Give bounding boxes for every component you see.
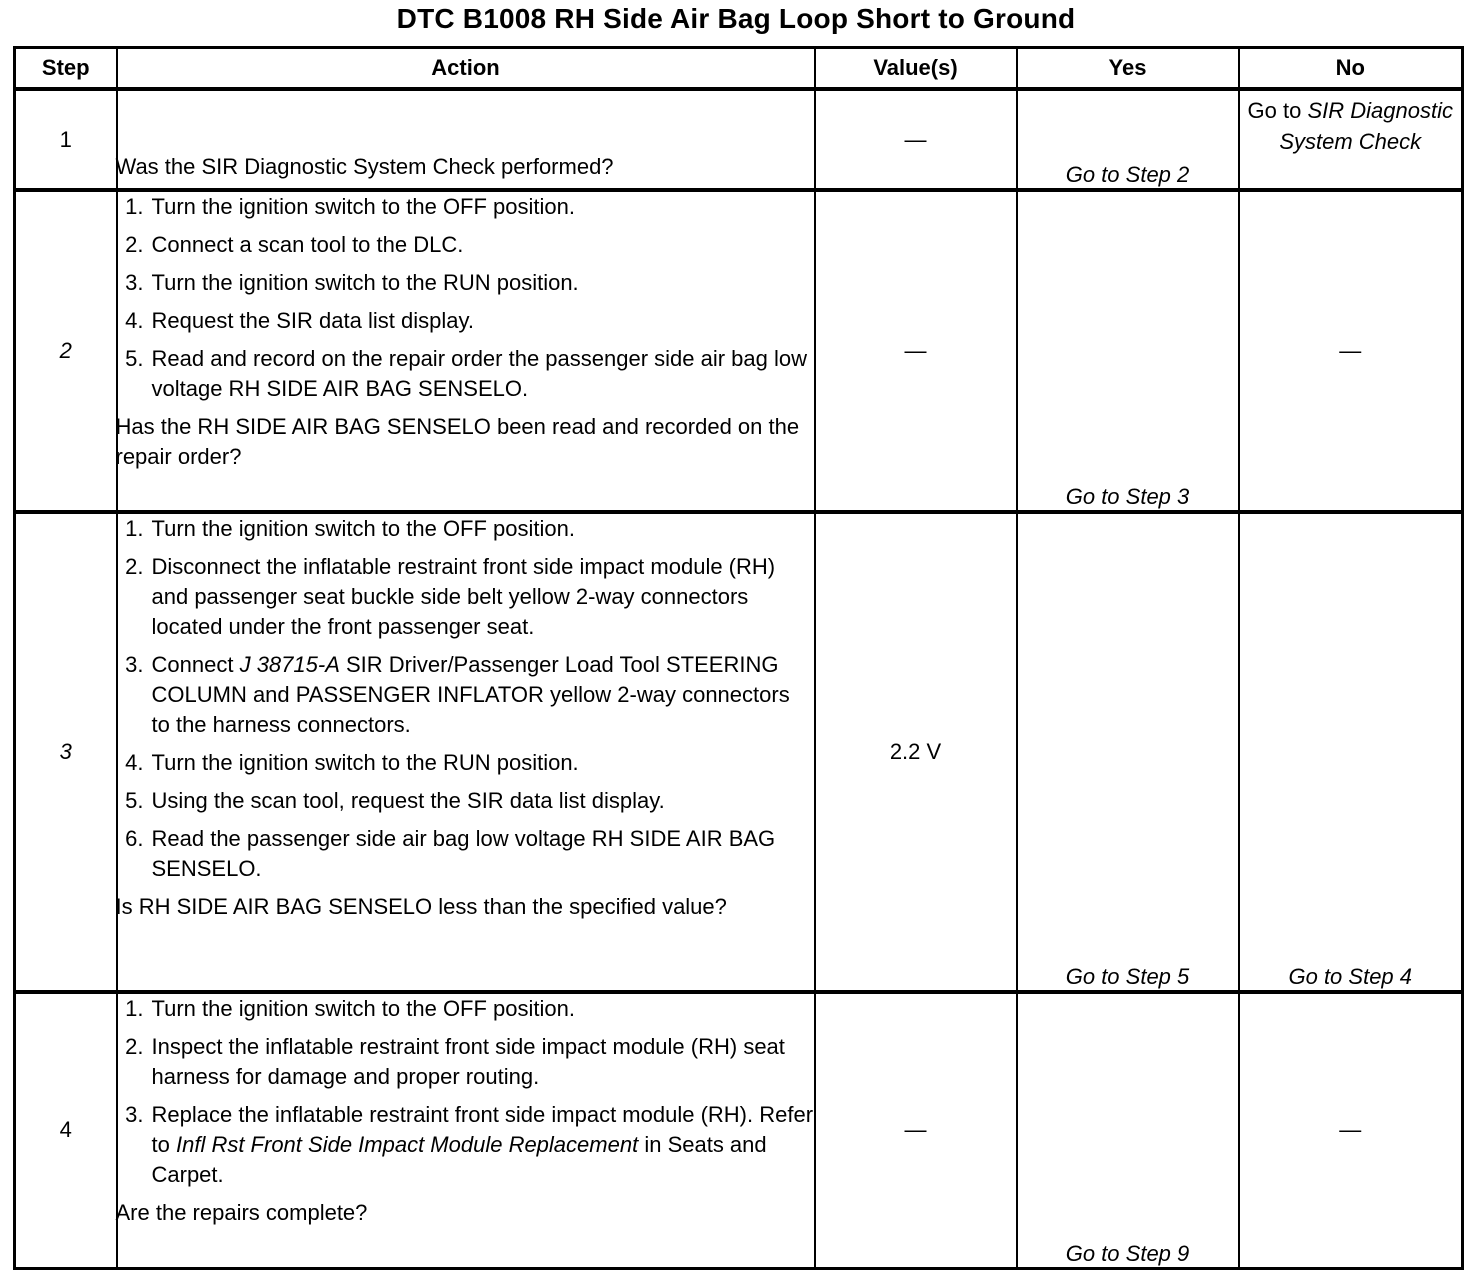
action-steps	[118, 514, 814, 884]
header-action: Action	[117, 48, 815, 90]
step-row-1	[15, 89, 1463, 190]
header-yes: Yes	[1017, 48, 1239, 90]
action-question: Is RH SIDE AIR BAG SENSELO less than the specified value?	[115, 894, 727, 919]
list-item: 1. Turn the ignition switch to the OFF position.	[125, 516, 575, 541]
action-cell	[117, 992, 815, 1268]
header-step: Step	[15, 48, 117, 90]
no-cell[interactable]: Go to Step 4	[1239, 512, 1463, 992]
action-cell	[117, 512, 815, 992]
step-number: 3	[15, 512, 117, 992]
step-number: 1	[15, 89, 117, 190]
procedure-reference[interactable]: Infl Rst Front Side Impact Module Replacement	[175, 1132, 639, 1157]
list-item: 3. Turn the ignition switch to the RUN position.	[125, 270, 579, 295]
header-no: No	[1239, 48, 1463, 90]
value-cell: —	[815, 89, 1017, 190]
list-item: 2. Disconnect the inflatable restraint front side impact module (RH) and passenger seat buckle side belt yellow 2-way connectors located under the front passenger seat.	[125, 554, 776, 639]
step-row-4	[15, 992, 1463, 1268]
action-question: Has the RH SIDE AIR BAG SENSELO been read and recorded on the repair order?	[115, 414, 800, 469]
yes-cell[interactable]: Go to Step 9	[1017, 992, 1239, 1268]
value-cell: —	[815, 992, 1017, 1268]
step-row-3	[15, 512, 1463, 992]
yes-cell[interactable]: Go to Step 3	[1017, 190, 1239, 512]
diagnostic-table	[13, 46, 1464, 1270]
list-item: 2. Inspect the inflatable restraint front side impact module (RH) seat harness for damage and proper routing.	[125, 1034, 785, 1089]
list-item: 5. Using the scan tool, request the SIR data list display.	[125, 788, 665, 813]
list-item: 4. Request the SIR data list display.	[125, 308, 474, 333]
action-steps	[118, 994, 814, 1190]
sir-system-check-link[interactable]: SIR Diagnostic System Check	[1279, 98, 1453, 154]
yes-cell[interactable]: Go to Step 5	[1017, 512, 1239, 992]
no-cell: —	[1239, 190, 1463, 512]
action-question: Was the SIR Diagnostic System Check performed?	[115, 154, 614, 179]
list-item: 4. Turn the ignition switch to the RUN position.	[125, 750, 579, 775]
value-cell: —	[815, 190, 1017, 512]
list-item: 6. Read the passenger side air bag low voltage RH SIDE AIR BAG SENSELO.	[125, 826, 776, 881]
action-cell	[117, 190, 815, 512]
action-cell	[117, 89, 815, 190]
page-title: DTC B1008 RH Side Air Bag Loop Short to Ground	[396, 3, 1076, 34]
action-steps	[118, 192, 814, 404]
no-cell[interactable]	[1239, 89, 1463, 190]
header-row	[15, 48, 1463, 90]
no-prefix: Go to	[1247, 98, 1308, 123]
step-number: 4	[15, 992, 117, 1268]
yes-cell[interactable]: Go to Step 2	[1017, 89, 1239, 190]
tool-reference: J 38715-A	[239, 652, 340, 677]
list-item: 2. Connect a scan tool to the DLC.	[125, 232, 464, 257]
list-item: 5. Read and record on the repair order the passenger side air bag low voltage RH SIDE AIR BAG SENSELO.	[125, 346, 808, 401]
list-item: 3. Replace the inflatable restraint front side impact module (RH). Refer to Infl Rst Front Side Impact Module Replacement in Seats and Carpet.	[125, 1102, 814, 1187]
header-values: Value(s)	[815, 48, 1017, 90]
list-item: 3. Connect J 38715-A SIR Driver/Passenger Load Tool STEERING COLUMN and PASSENGER INFLATOR yellow 2-way connectors to the harness connectors.	[125, 652, 790, 737]
step-number: 2	[15, 190, 117, 512]
value-cell: 2.2 V	[815, 512, 1017, 992]
action-question: Are the repairs complete?	[115, 1200, 368, 1225]
no-cell: —	[1239, 992, 1463, 1268]
list-item: 1. Turn the ignition switch to the OFF position.	[125, 996, 575, 1021]
list-item: 1. Turn the ignition switch to the OFF position.	[125, 194, 575, 219]
step-row-2	[15, 190, 1463, 512]
